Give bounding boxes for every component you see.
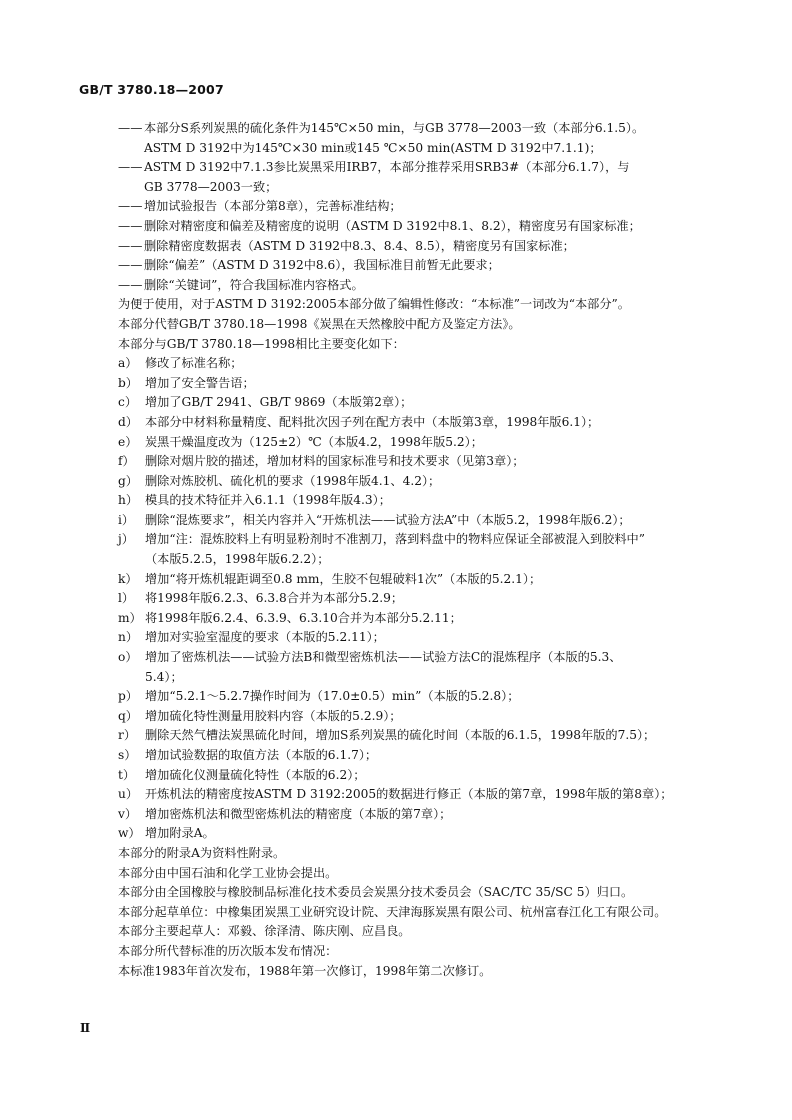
dash-item — [118, 237, 718, 257]
list-item-text: 炭黑干燥温度改为（125±2）℃（本版4.2，1998年版5.2）； — [145, 434, 483, 449]
list-item — [118, 452, 718, 472]
dash-item-text: 增加试验报告（本部分第8章），完善标准结构； — [144, 199, 402, 214]
dash-item-continuation: ASTM D 3192中为145℃×30 min或145 ℃×50 min(ASTM D 3192中7.1.1)； — [144, 140, 602, 155]
document-body — [118, 119, 718, 981]
list-marker: b） — [118, 375, 138, 390]
list-item-text: 增加硫化特性测量用胶料内容（本版的5.2.9）； — [145, 708, 402, 723]
list-item-text: 开炼机法的精密度按ASTM D 3192:2005的数据进行修正（本版的第7章，1998年版的第8章）； — [145, 787, 673, 802]
list-item — [118, 609, 718, 629]
dash-marker: —— — [118, 238, 143, 253]
list-marker: q） — [118, 708, 138, 723]
list-item-text: 增加“注：混炼胶料上有明显粉剂时不准割刀，落到料盘中的物料应保证全部被混入到胶料中” — [145, 532, 645, 547]
dash-item — [118, 276, 718, 296]
list-item-text: 增加了安全警告语； — [145, 375, 255, 390]
closing-section — [118, 844, 718, 981]
dash-marker: —— — [118, 258, 143, 273]
annex-note-paragraph: 本部分的附录A为资料性附录。 — [118, 845, 286, 860]
dash-item — [118, 197, 718, 217]
list-item — [118, 824, 718, 844]
list-item-text: 将1998年版6.2.4、6.3.9、6.3.10合并为本部分5.2.11； — [145, 610, 462, 625]
list-marker: v） — [118, 806, 138, 821]
list-marker: i） — [118, 512, 135, 527]
editorial-changes-paragraph: 为便于使用，对于ASTM D 3192:2005本部分做了编辑性修改：“本标准”一词改为“本部分”。 — [118, 297, 630, 312]
list-item — [118, 687, 718, 707]
list-item-text: 增加对实验室湿度的要求（本版的5.2.11）； — [145, 630, 385, 645]
list-marker: j） — [118, 532, 134, 547]
list-marker: o） — [118, 650, 138, 665]
dash-item — [118, 158, 718, 197]
list-marker: a） — [118, 356, 138, 371]
list-marker: p） — [118, 689, 138, 704]
list-item — [118, 648, 718, 668]
dash-marker: —— — [118, 121, 143, 135]
list-marker: s） — [118, 748, 137, 762]
list-item — [118, 589, 718, 609]
dash-item-text: 删除“关键词”，符合我国标准内容格式。 — [144, 277, 364, 292]
astm-differences-list — [118, 119, 718, 295]
committee-paragraph: 本部分由全国橡胶与橡胶制品标准化技术委员会炭黑分技术委员会（SAC/TC 35/SC 5）归口。 — [118, 885, 634, 900]
proposer-paragraph: 本部分由中国石油和化学工业协会提出。 — [118, 865, 338, 880]
list-item-text: 模具的技术特征并入6.1.1（1998年版4.3）； — [145, 493, 391, 508]
list-marker: k） — [118, 571, 138, 586]
list-item-continuation: 5.4）； — [145, 669, 183, 684]
history-paragraph: 本标准1983年首次发布，1988年第一次修订，1998年第二次修订。 — [118, 963, 492, 978]
dash-item-text: 删除精密度数据表（ASTM D 3192中8.3、8.4、8.5），精密度另有国家标准； — [144, 238, 575, 253]
list-item — [118, 433, 718, 453]
dash-item-continuation: GB 3778—2003一致； — [144, 179, 278, 194]
list-item-text: 增加“将开炼机辊距调至0.8 mm，生胶不包辊破料1次”（本版的5.2.1）； — [145, 571, 542, 586]
list-marker: l） — [118, 591, 135, 606]
list-item-text: 增加了密炼机法——试验方法B和微型密炼机法——试验方法C的混炼程序（本版的5.3、 — [145, 650, 622, 665]
list-item — [118, 766, 718, 786]
list-item — [118, 491, 718, 511]
list-item-continuation: （本版5.2.5，1998年版6.2.2）； — [145, 552, 330, 567]
list-item — [118, 354, 718, 374]
list-marker: g） — [118, 473, 138, 488]
list-marker: e） — [118, 434, 138, 449]
list-item — [118, 530, 718, 550]
dash-marker: —— — [118, 277, 143, 292]
page-number: Ⅱ — [80, 1021, 91, 1035]
dash-item-text: 删除对精密度和偏差及精密度的说明（ASTM D 3192中8.1、8.2），精密度另有国家标准； — [144, 218, 641, 233]
list-item-text: 删除“混炼要求”，相关内容并入“开炼机法——试验方法A”中（本版5.2，1998年版6.2）； — [145, 512, 631, 527]
list-marker: t） — [118, 767, 136, 782]
list-marker: c） — [118, 395, 138, 410]
list-marker: h） — [118, 493, 139, 508]
list-item — [118, 374, 718, 394]
list-item-text: 删除天然气槽法炭黑硫化时间，增加S系列炭黑的硫化时间（本版的6.1.5，1998年版的7.5）； — [145, 728, 656, 743]
list-item-text: 本部分中材料称量精度、配料批次因子列在配方表中（本版第3章，1998年版6.1）； — [145, 414, 600, 429]
list-item-text: 增加“5.2.1～5.2.7操作时间为（17.0±0.5）min”（本版的5.2.8）； — [145, 689, 520, 704]
list-item-text: 删除对炼胶机、硫化机的要求（1998年版4.1、4.2）； — [145, 473, 441, 488]
list-item-text: 修改了标准名称； — [145, 356, 243, 371]
drafters-paragraph: 本部分主要起草人：邓毅、徐泽清、陈庆刚、应昌良。 — [118, 924, 411, 939]
list-item-text: 增加试验数据的取值方法（本版的6.1.7）； — [145, 748, 378, 762]
list-marker: u） — [118, 787, 139, 802]
list-item-text: 增加密炼机法和微型密炼机法的精密度（本版的第7章）； — [145, 806, 452, 821]
list-item-text: 删除对烟片胶的描述，增加材料的国家标准号和技术要求（见第3章）； — [145, 454, 525, 469]
list-marker: f） — [118, 454, 135, 469]
list-item — [118, 726, 718, 746]
list-item — [118, 570, 718, 590]
dash-item-text: 本部分S系列炭黑的硫化条件为145℃×50 min，与GB 3778—2003一致（本部分6.1.5）。 — [144, 121, 645, 135]
list-item — [118, 393, 718, 413]
drafting-units-paragraph: 本部分起草单位：中橡集团炭黑工业研究设计院、天津海豚炭黑有限公司、杭州富春江化工有限公司。 — [118, 904, 667, 919]
dash-item — [118, 217, 718, 237]
dash-marker: —— — [118, 218, 143, 233]
list-marker: r） — [118, 728, 137, 743]
dash-item — [118, 119, 718, 158]
standard-number-header: GB/T 3780.18—2007 — [79, 82, 224, 97]
list-marker: d） — [118, 414, 138, 429]
list-item — [118, 628, 718, 648]
list-item-text: 增加附录A。 — [145, 826, 215, 841]
list-item — [118, 785, 718, 805]
history-intro-paragraph: 本部分所代替标准的历次版本发布情况： — [118, 943, 338, 958]
changes-intro-paragraph: 本部分与GB/T 3780.18—1998相比主要变化如下： — [118, 336, 405, 351]
changes-list — [118, 354, 718, 844]
list-marker: m） — [118, 610, 142, 625]
list-item — [118, 511, 718, 531]
dash-item — [118, 256, 718, 276]
list-item-text: 增加硫化仪测量硫化特性（本版的6.2）； — [145, 767, 366, 782]
dash-item-text: ASTM D 3192中7.1.3参比炭黑采用IRB7，本部分推荐采用SRB3#（本部分6.1.7），与 — [144, 160, 630, 175]
list-item — [118, 746, 718, 766]
list-item — [118, 805, 718, 825]
list-marker: w） — [118, 826, 141, 841]
dash-marker: —— — [118, 199, 143, 214]
replaces-paragraph: 本部分代替GB/T 3780.18—1998《炭黑在天然橡胶中配方及鉴定方法》。 — [118, 316, 521, 331]
list-item — [118, 413, 718, 433]
list-marker: n） — [118, 630, 139, 645]
list-item-text: 将1998年版6.2.3、6.3.8合并为本部分5.2.9； — [145, 591, 404, 606]
dash-item-text: 删除“偏差”（ASTM D 3192中8.6），我国标准目前暂无此要求； — [144, 258, 500, 273]
list-item — [118, 472, 718, 492]
list-item-text: 增加了GB/T 2941、GB/T 9869（本版第2章）； — [145, 395, 413, 410]
list-item — [118, 707, 718, 727]
dash-marker: —— — [118, 160, 143, 175]
